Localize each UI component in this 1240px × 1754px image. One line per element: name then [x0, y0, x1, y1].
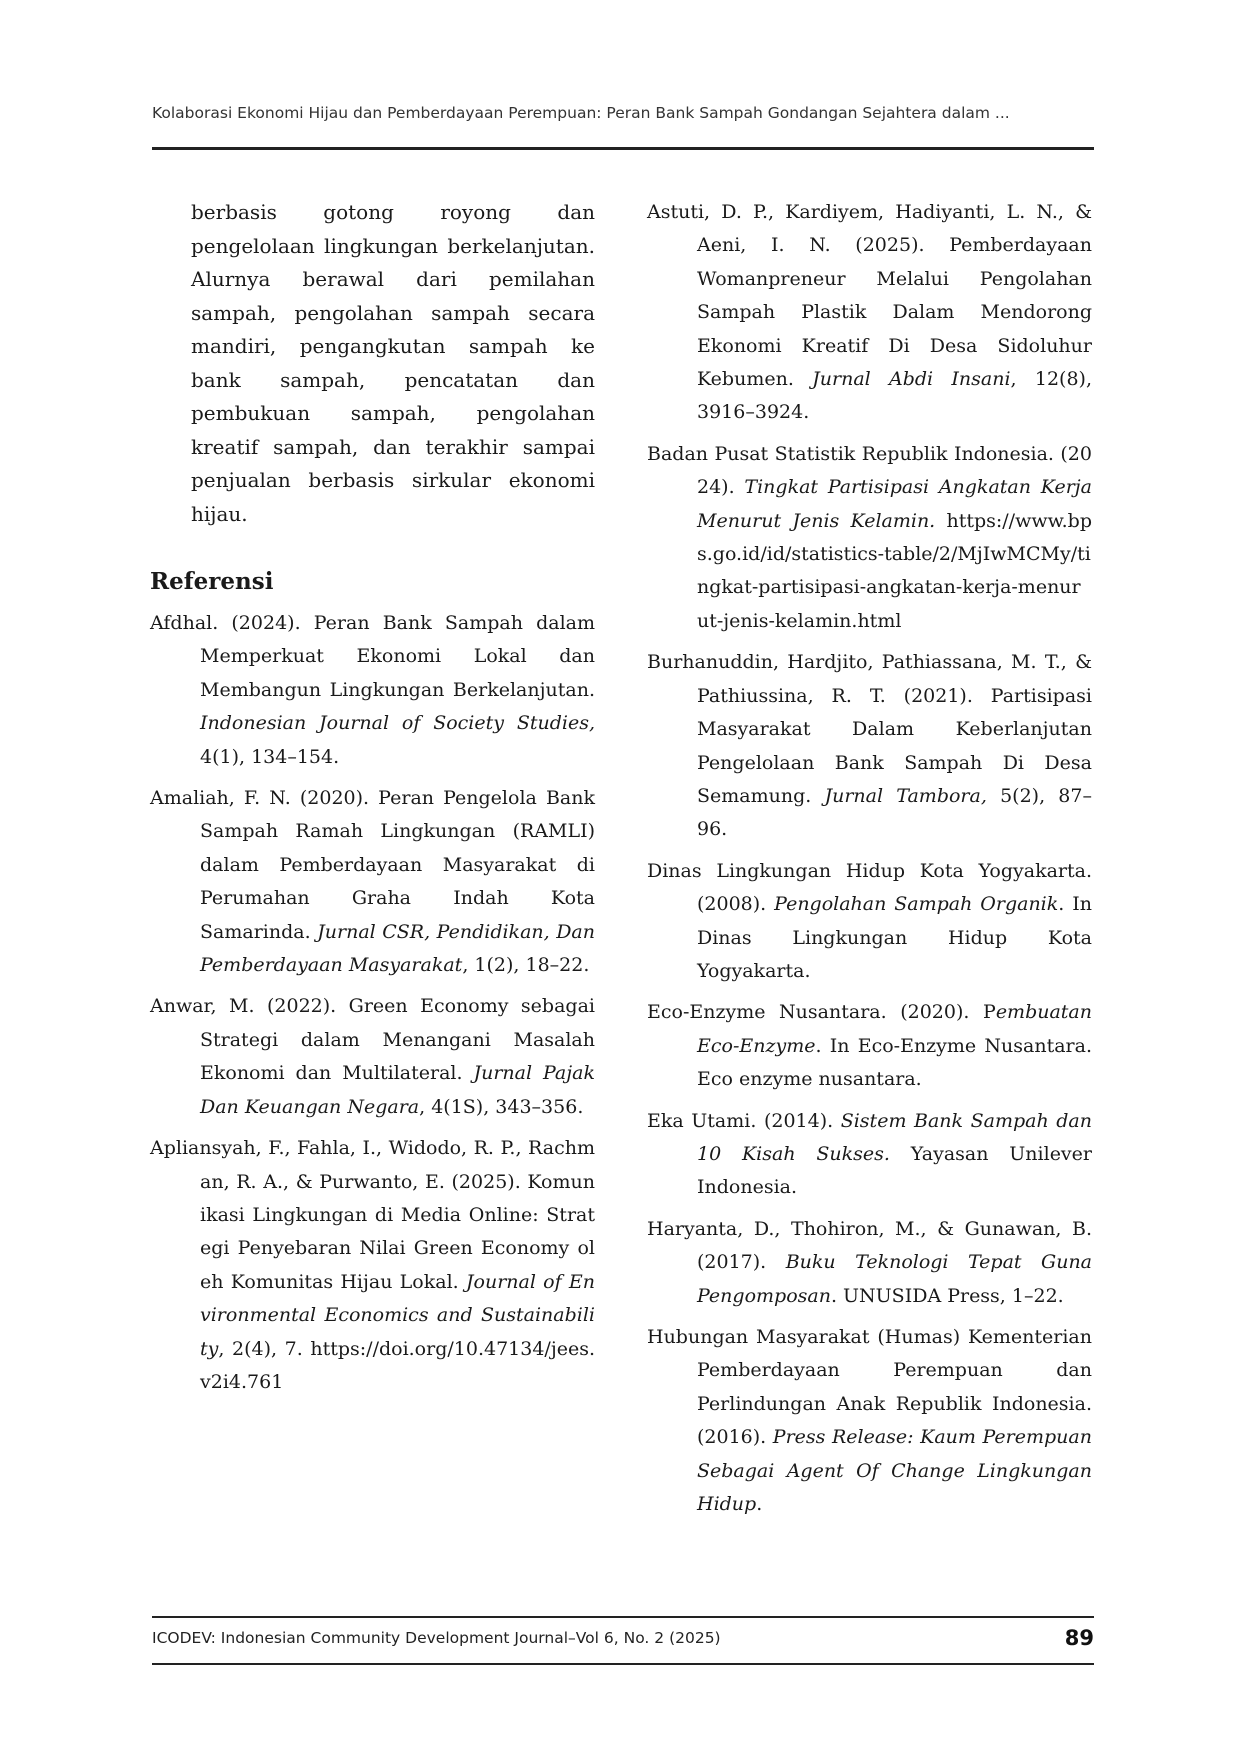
- footer-rule: [152, 1616, 1094, 1618]
- reference-item: Afdhal. (2024). Peran Bank Sampah dalam Memperkuat Ekonomi Lokal dan Membangun Lingkungan Berkelanjutan. Indonesian Journal of Society Studies, 4(1), 134–154.: [150, 612, 595, 768]
- reference-item: Hubungan Masyarakat (Humas) Kementerian Pemberdayaan Perempuan dan Perlindungan Anak Republik Indonesia. (2016). Press Release: Kaum Perempuan Sebagai Agent Of Change Lingkungan Hidup.: [647, 1326, 1092, 1516]
- reference-item: Dinas Lingkungan Hidup Kota Yogyakarta. (2008). Pengolahan Sampah Organik. In Dinas Lingkungan Hidup Kota Yogyakarta.: [647, 859, 1092, 982]
- reference-item: Amaliah, F. N. (2020). Peran Pengelola Bank Sampah Ramah Lingkungan (RAMLI) dalam Pemberdayaan Masyarakat di Perumahan Graha Indah Kota Samarinda. Jurnal CSR, Pendidikan, Dan Pemberdayaan Masyarakat, 1(2), 18–22.: [150, 787, 595, 977]
- reference-item: Burhanuddin, Hardjito, Pathiassana, M. T., & Pathiussina, R. T. (2021). Partisipasi Masyarakat Dalam Keberlanjutan Pengelolaan Bank Sampah Di Desa Semamung. Jurnal Tambora, 5(2), 87–96.: [647, 651, 1092, 841]
- footer-bottom-rule: [152, 1663, 1094, 1665]
- references-heading: Referensi: [150, 568, 274, 595]
- reference-item: Astuti, D. P., Kardiyem, Hadiyanti, L. N., & Aeni, I. N. (2025). Pemberdayaan Womanpreneur Melalui Pengolahan Sampah Plastik Dalam Mendorong Ekonomi Kreatif Di Desa Sidoluhur Kebumen. Jurnal Abdi Insani, 12(8), 3916–3924.: [647, 201, 1092, 424]
- reference-item: Eka Utami. (2014). Sistem Bank Sampah dan 10 Kisah Sukses. Yayasan Unilever Indonesia.: [647, 1109, 1092, 1199]
- reference-item: Eco-Enzyme Nusantara. (2020). Pembuatan Eco-Enzyme. In Eco-Enzyme Nusantara. Eco enzyme nusantara.: [647, 1001, 1092, 1091]
- running-header: Kolaborasi Ekonomi Hijau dan Pemberdayaan Perempuan: Peran Bank Sampah Gondangan Sejahtera dalam ...: [152, 104, 1010, 122]
- right-column: [647, 196, 1092, 1529]
- journal-footer: ICODEV: Indonesian Community Development Journal–Vol 6, No. 2 (2025): [152, 1629, 721, 1647]
- reference-item: Badan Pusat Statistik Republik Indonesia. (2024). Tingkat Partisipasi Angkatan Kerja Menurut Jenis Kelamin. https://www.bps.go.id/id/statistics-table/2/MjIwMCMy/tingkat-partisipasi-angkatan-kerja-menurut-jenis-kelamin.html: [647, 442, 1092, 632]
- reference-item: Apliansyah, F., Fahla, I., Widodo, R. P., Rachman, R. A., & Purwanto, E. (2025). Komunikasi Lingkungan di Media Online: Strategi Penyebaran Nilai Green Economy oleh Komunitas Hijau Lokal. Journal of Environmental Economics and Sustainability, 2(4), 7. https://doi.org/10.47134/jees.v2i4.761: [150, 1137, 595, 1393]
- reference-item: Haryanta, D., Thohiron, M., & Gunawan, B. (2017). Buku Teknologi Tepat Guna Pengomposan. UNUSIDA Press, 1–22.: [647, 1217, 1093, 1307]
- header-rule: [152, 147, 1094, 150]
- intro-paragraph: berbasis gotong royong dan pengelolaan lingkungan berkelanjutan. Alurnya berawal dari pemilahan sampah, pengolahan sampah secara mandiri, pengangkutan sampah ke bank sampah, pencatatan dan pembukuan sampah, pengolahan kreatif sampah, dan terakhir sampai penjualan berbasis sirkular ekonomi hijau.: [191, 200, 595, 526]
- page-number: 89: [1064, 1626, 1094, 1650]
- left-column: [150, 196, 595, 1407]
- reference-item: Anwar, M. (2022). Green Economy sebagai Strategi dalam Menangani Masalah Ekonomi dan Multilateral. Jurnal Pajak Dan Keuangan Negara, 4(1S), 343–356.: [150, 995, 595, 1118]
